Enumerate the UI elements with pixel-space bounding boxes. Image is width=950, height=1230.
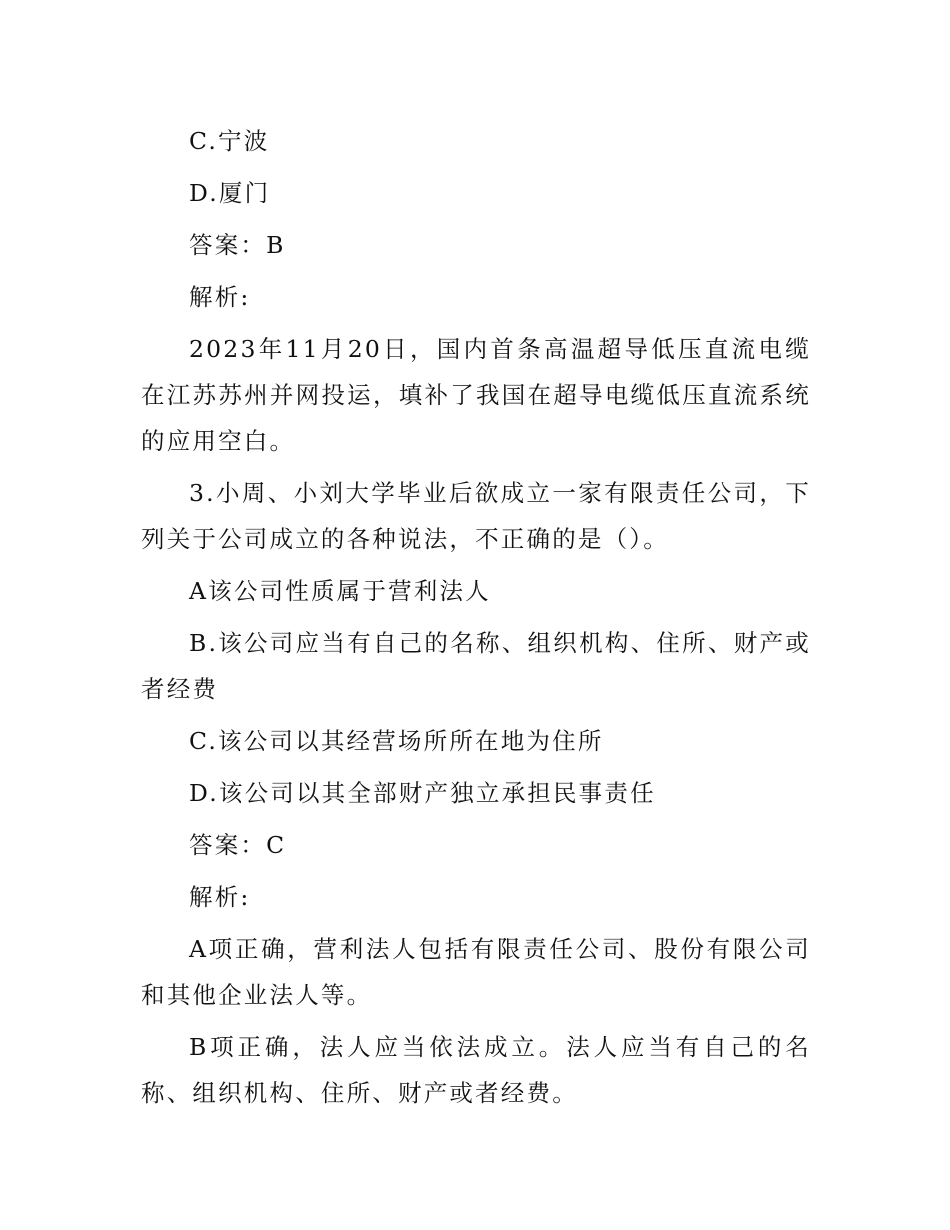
- option-c-previous: C.宁波: [189, 127, 270, 155]
- question-3-option-c: C.该公司以其经营场所所在地为住所: [189, 727, 604, 755]
- question-3-stem: 3.小周、小刘大学毕业后欲成立一家有限责任公司，下列关于公司成立的各种说法，不正确的是（）。: [141, 479, 811, 553]
- question-3-option-d: D.该公司以其全部财产独立承担民事责任: [189, 779, 656, 807]
- option-d-previous: D.厦门: [189, 179, 271, 207]
- question-3-option-a: A该公司性质属于营利法人: [189, 577, 491, 605]
- question-3-analysis-b: B项正确，法人应当依法成立。法人应当有自己的名称、组织机构、住所、财产或者经费。: [141, 1033, 811, 1107]
- analysis-heading-previous: 解析:: [189, 283, 251, 311]
- answer-previous: 答案：B: [189, 231, 286, 259]
- question-3-analysis-heading: 解析:: [189, 883, 251, 911]
- question-3-answer: 答案：C: [189, 831, 287, 859]
- question-3-analysis-a: A项正确，营利法人包括有限责任公司、股份有限公司和其他企业法人等。: [141, 935, 811, 1009]
- question-3-option-b: B.该公司应当有自己的名称、组织机构、住所、财产或者经费: [141, 629, 811, 703]
- document-body: [141, 118, 811, 1122]
- analysis-text-previous: 2023年11月20日，国内首条高温超导低压直流电缆在江苏苏州并网投运，填补了我国在超导电缆低压直流系统的应用空白。: [141, 335, 811, 455]
